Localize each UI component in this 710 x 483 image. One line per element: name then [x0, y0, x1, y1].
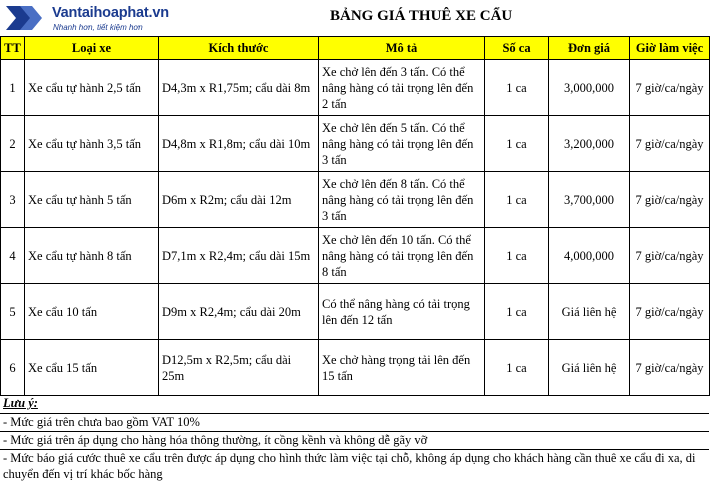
header-type: Loại xe	[25, 37, 159, 60]
header-shifts: Số ca	[485, 37, 549, 60]
price-table	[0, 36, 710, 396]
row-desc: Có thể nâng hàng có tải trọng lên đến 12 tấn	[319, 284, 485, 340]
header-size: Kích thước	[159, 37, 319, 60]
row-price: Giá liên hệ	[549, 340, 630, 396]
note-item: - Mức giá trên áp dụng cho hàng hóa thông thường, ít cồng kềnh và không dễ gãy vỡ	[0, 432, 709, 450]
row-tt: 1	[1, 60, 25, 116]
row-type: Xe cẩu tự hành 5 tấn	[25, 172, 159, 228]
row-hours: 7 giờ/ca/ngày	[630, 228, 710, 284]
page-title: BẢNG GIÁ THUÊ XE CẨU	[330, 8, 513, 24]
row-price: 3,200,000	[549, 116, 630, 172]
row-desc: Xe chở lên đến 3 tấn. Có thể nâng hàng có tải trọng lên đến 2 tấn	[319, 60, 485, 116]
header-tt: TT	[1, 37, 25, 60]
note-item: - Mức giá trên chưa bao gồm VAT 10%	[0, 414, 709, 432]
row-price: 3,700,000	[549, 172, 630, 228]
row-type: Xe cẩu tự hành 3,5 tấn	[25, 116, 159, 172]
row-tt: 6	[1, 340, 25, 396]
table-row	[1, 340, 710, 396]
row-hours: 7 giờ/ca/ngày	[630, 60, 710, 116]
row-size: D12,5m x R2,5m; cẩu dài 25m	[159, 340, 319, 396]
table-row	[1, 228, 710, 284]
notes-section	[0, 394, 709, 483]
row-size: D4,3m x R1,75m; cẩu dài 8m	[159, 60, 319, 116]
company-logo	[6, 4, 196, 34]
header-price: Đơn giá	[549, 37, 630, 60]
row-desc: Xe chở lên đến 5 tấn. Có thể nâng hàng có tải trọng lên đến 3 tấn	[319, 116, 485, 172]
row-desc: Xe chở lên đến 10 tấn. Có thể nâng hàng có tải trọng lên đến 8 tấn	[319, 228, 485, 284]
header-desc: Mô tả	[319, 37, 485, 60]
note-item: - Mức báo giá cước thuê xe cẩu trên được áp dụng cho hình thức làm việc tại chỗ, không áp dụng cho khách hàng cần thuê xe cẩu đi xa, di chuyển đến vị trí khác bốc hàng	[3, 451, 696, 481]
row-tt: 5	[1, 284, 25, 340]
logo-tagline: Nhanh hơn, tiết kiệm hơn	[53, 23, 143, 32]
row-type: Xe cẩu tự hành 2,5 tấn	[25, 60, 159, 116]
table-row	[1, 172, 710, 228]
row-price: Giá liên hệ	[549, 284, 630, 340]
chevron-logo-icon	[6, 4, 50, 32]
row-desc: Xe chở lên đến 8 tấn. Có thể nâng hàng có tải trọng lên đến 3 tấn	[319, 172, 485, 228]
row-tt: 3	[1, 172, 25, 228]
logo-name: Vantaihoaphat.vn	[52, 5, 169, 21]
row-shifts: 1 ca	[485, 116, 549, 172]
row-shifts: 1 ca	[485, 284, 549, 340]
row-shifts: 1 ca	[485, 228, 549, 284]
row-shifts: 1 ca	[485, 172, 549, 228]
row-type: Xe cẩu 15 tấn	[25, 340, 159, 396]
row-hours: 7 giờ/ca/ngày	[630, 172, 710, 228]
row-hours: 7 giờ/ca/ngày	[630, 340, 710, 396]
row-price: 4,000,000	[549, 228, 630, 284]
table-row	[1, 116, 710, 172]
table-row	[1, 60, 710, 116]
notes-heading: Lưu ý:	[0, 394, 709, 414]
row-tt: 4	[1, 228, 25, 284]
row-shifts: 1 ca	[485, 340, 549, 396]
row-tt: 2	[1, 116, 25, 172]
table-row	[1, 284, 710, 340]
row-desc: Xe chở hàng trọng tải lên đến 15 tấn	[319, 340, 485, 396]
row-shifts: 1 ca	[485, 60, 549, 116]
row-hours: 7 giờ/ca/ngày	[630, 284, 710, 340]
row-size: D7,1m x R2,4m; cẩu dài 15m	[159, 228, 319, 284]
row-hours: 7 giờ/ca/ngày	[630, 116, 710, 172]
header-hours: Giờ làm việc	[630, 37, 710, 60]
row-size: D9m x R2,4m; cẩu dài 20m	[159, 284, 319, 340]
row-price: 3,000,000	[549, 60, 630, 116]
row-size: D6m x R2m; cẩu dài 12m	[159, 172, 319, 228]
row-size: D4,8m x R1,8m; cẩu dài 10m	[159, 116, 319, 172]
header-row	[1, 37, 710, 60]
row-type: Xe cẩu tự hành 8 tấn	[25, 228, 159, 284]
row-type: Xe cẩu 10 tấn	[25, 284, 159, 340]
